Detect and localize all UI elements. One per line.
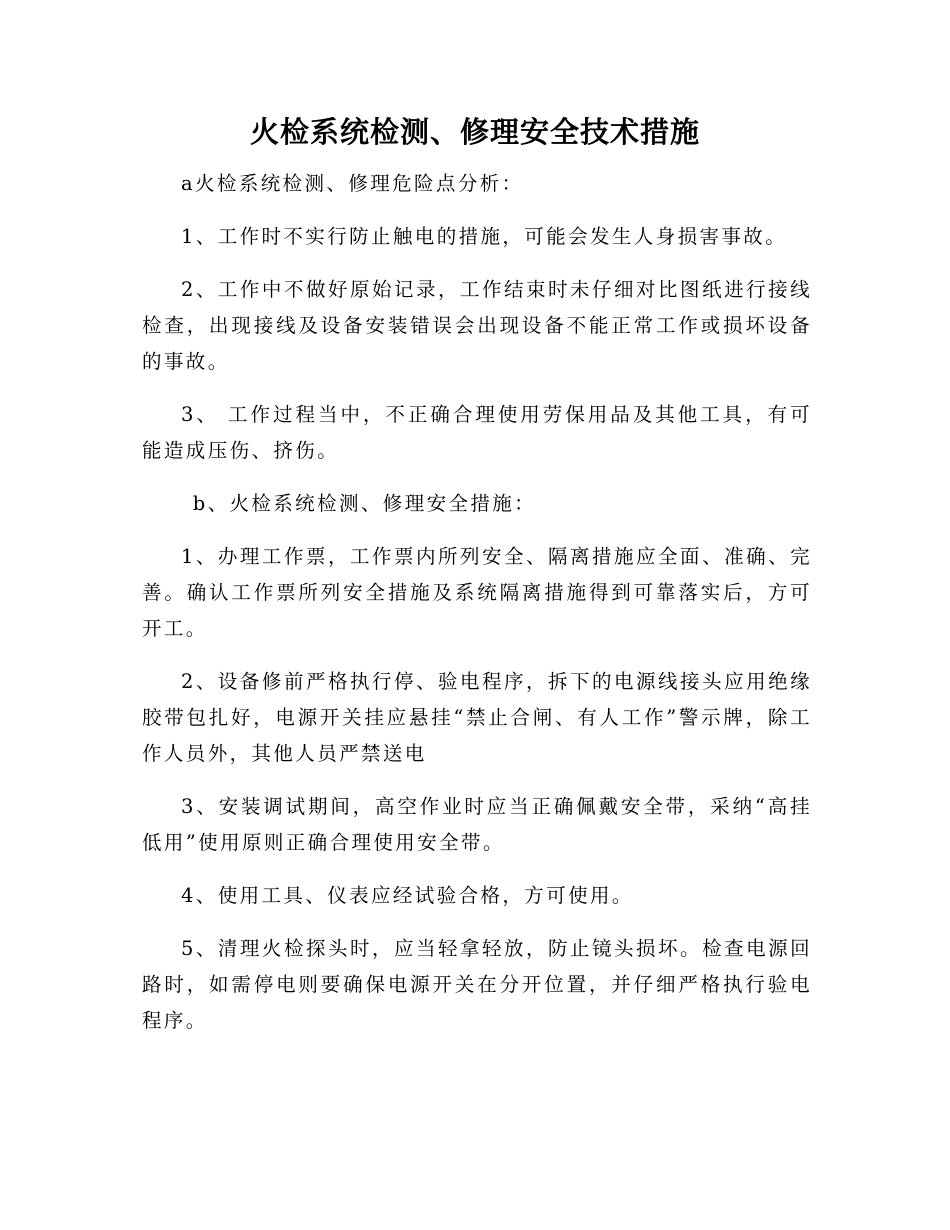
measure-item-3: 3、安装调试期间，高空作业时应当正确佩戴安全带，采纳“高挂低用”使用原则正确合理使用安全带。 [142,795,812,854]
measure-item-5: 5、清理火检探头时，应当轻拿轻放，防止镜头损坏。检查电源回路时，如需停电则要确保电源开关在分开位置，并仔细严格执行验电程序。 [142,937,812,1032]
measure-item-4: 4、使用工具、仪表应经试验合格，方可使用。 [181,884,634,907]
section-b-heading: b、火检系统检测、修理安全措施： [192,492,537,515]
risk-item-2: 2、工作中不做好原始记录，工作结束时未仔细对比图纸进行接线检查，出现接线及设备安装错误会出现设备不能正常工作或损坏设备的事故。 [142,278,812,373]
risk-item-3: 3、 工作过程当中，不正确合理使用劳保用品及其他工具，有可能造成压伤、挤伤。 [142,403,812,462]
document-body [142,166,812,1056]
measure-item-2: 2、设备修前严格执行停、验电程序，拆下的电源线接头应用绝缘胶带包扎好，电源开关挂应悬挂“禁止合闸、有人工作”警示牌，除工作人员外，其他人员严禁送电 [142,670,812,765]
measure-item-1: 1、办理工作票，工作票内所列安全、隔离措施应全面、准确、完善。确认工作票所列安全措施及系统隔离措施得到可靠落实后，方可开工。 [142,545,812,640]
risk-item-1: 1、工作时不实行防止触电的措施，可能会发生人身损害事故。 [181,225,788,248]
document-title: 火检系统检测、修理安全技术措施 [249,115,700,149]
section-a-heading: a火检系统检测、修理危险点分析： [181,172,524,195]
